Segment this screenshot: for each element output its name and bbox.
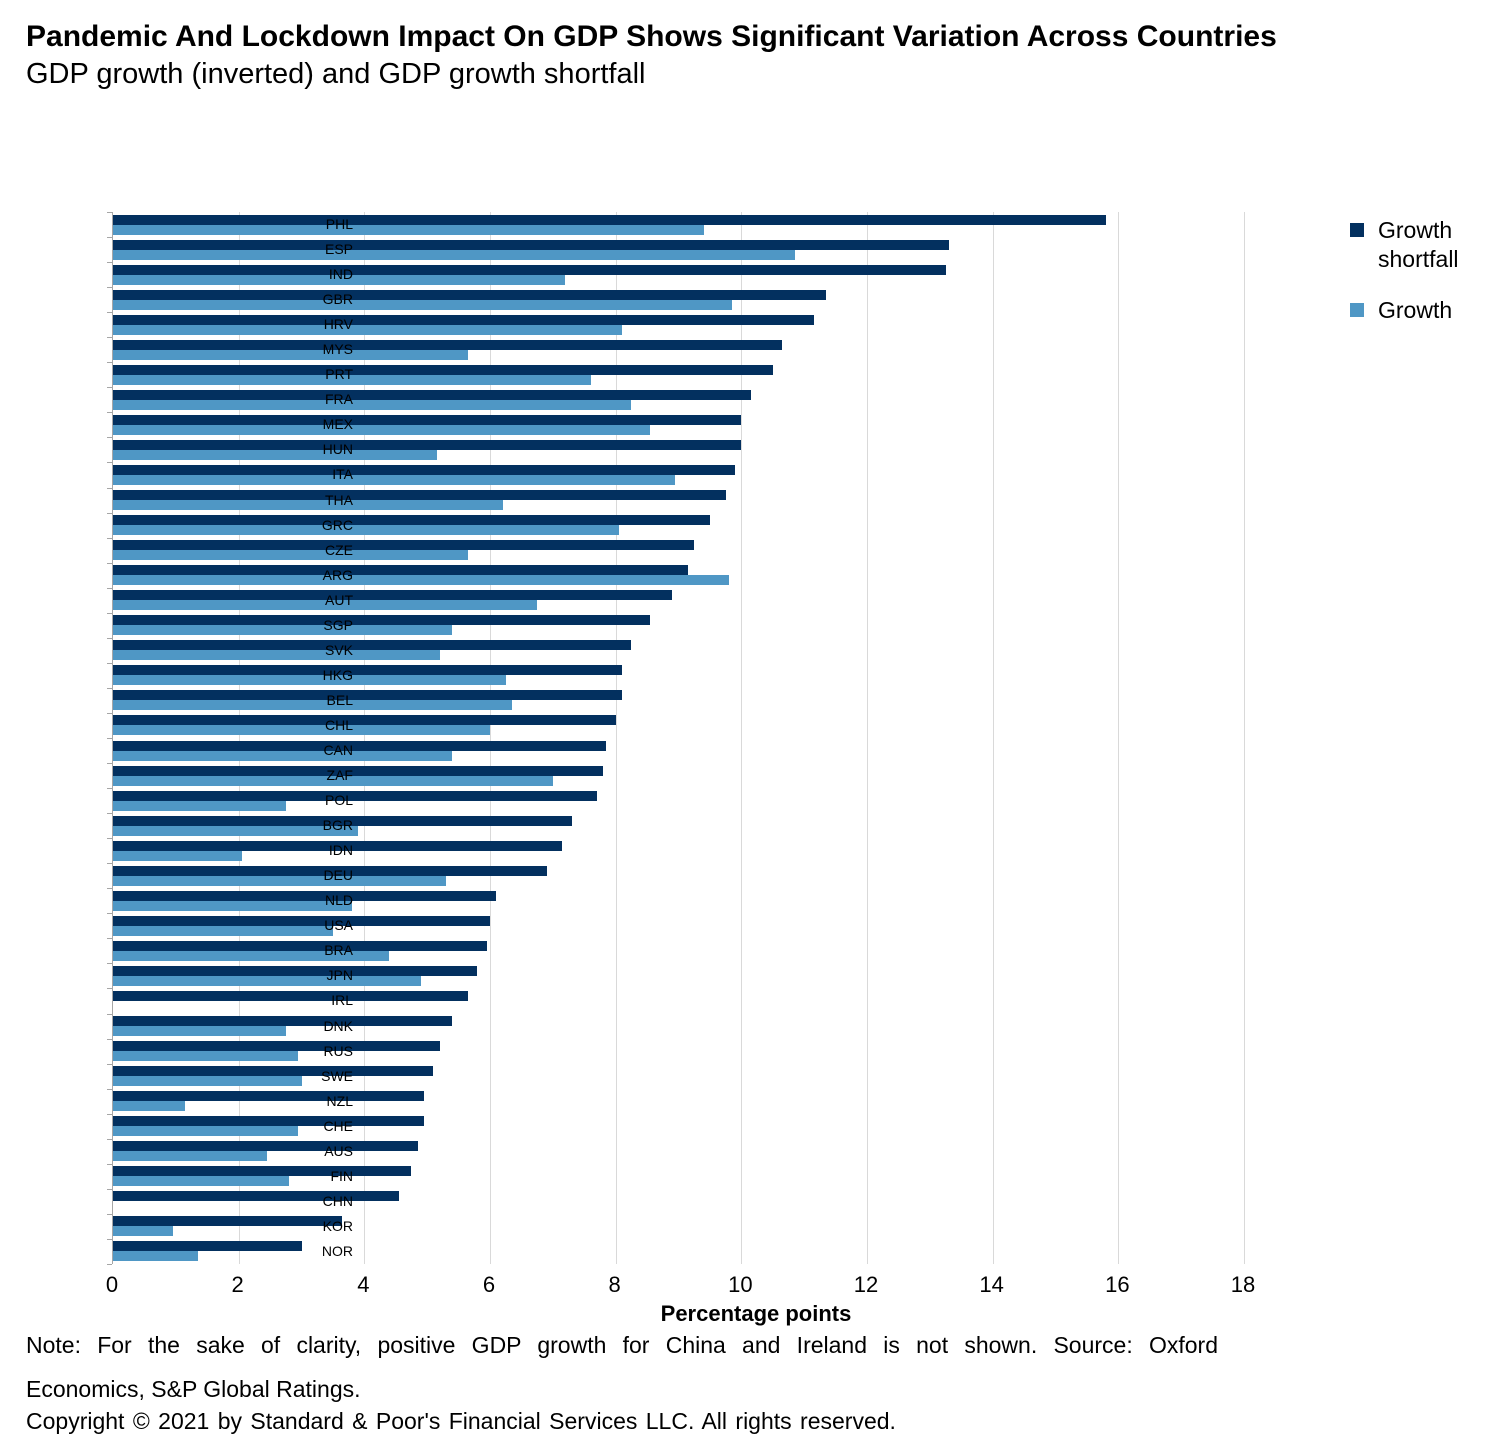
category-label-ZAF: ZAF (326, 767, 353, 784)
category-label-THA: THA (325, 491, 353, 508)
y-axis-tick (107, 713, 112, 714)
y-axis-tick (107, 563, 112, 564)
category-label-DEU: DEU (323, 867, 353, 884)
growth-bar-IDN (113, 851, 242, 861)
category-label-POL: POL (324, 792, 353, 809)
y-axis-tick (107, 588, 112, 589)
growth-shortfall-bar-CHL (113, 715, 616, 725)
gridline-x-18 (1244, 212, 1245, 1264)
x-tick-label-6: 6 (482, 1272, 496, 1297)
category-label-BEL: BEL (326, 691, 353, 708)
legend-label: Growth shortfall (1378, 217, 1459, 272)
x-axis-title: Percentage points (660, 1301, 852, 1326)
growth-shortfall-bar-PHL (113, 215, 1106, 225)
category-label-FIN: FIN (330, 1167, 353, 1184)
x-tick-label-0: 0 (105, 1272, 119, 1297)
y-axis-tick (107, 513, 112, 514)
growth-shortfall-bar-SVK (113, 640, 631, 650)
y-axis-tick (107, 412, 112, 413)
growth-shortfall-bar-SGP (113, 615, 650, 625)
y-axis-tick (107, 1264, 112, 1265)
growth-bar-POL (113, 801, 286, 811)
category-label-CAN: CAN (323, 742, 353, 758)
growth-shortfall-bar-AUT (113, 590, 672, 600)
category-label-CHN: CHN (322, 1192, 353, 1209)
category-label-ARG: ARG (322, 566, 353, 583)
x-tick-label-2: 2 (231, 1272, 244, 1297)
category-label-USA: USA (324, 917, 353, 934)
growth-bar-MEX (113, 425, 650, 435)
x-tick-label-4: 4 (357, 1272, 370, 1297)
growth-shortfall-bar-GRC (113, 515, 710, 525)
x-tick-label-16: 16 (1105, 1272, 1130, 1297)
y-axis-tick (107, 613, 112, 614)
y-axis-tick (107, 1189, 112, 1190)
category-label-PHL: PHL (325, 216, 353, 232)
category-label-BRA: BRA (324, 942, 353, 959)
growth-shortfall-bar-ARG (113, 565, 688, 575)
growth-bar-GRC (113, 525, 619, 535)
category-label-FRA: FRA (325, 391, 353, 408)
growth-bar-FRA (113, 400, 631, 410)
y-axis-tick (107, 387, 112, 388)
category-label-NZL: NZL (326, 1092, 353, 1109)
growth-shortfall-bar-THA (113, 490, 726, 500)
chart-title: Pandemic And Lockdown Impact On GDP Shows Significant Variation Across Countries (26, 20, 1277, 53)
y-axis-tick (107, 212, 112, 213)
y-axis-tick (107, 538, 112, 539)
category-label-HRV: HRV (323, 316, 353, 333)
y-axis-tick (107, 262, 112, 263)
legend-swatch-icon (1350, 223, 1364, 237)
category-label-GRC: GRC (321, 516, 353, 533)
category-label-JPN: JPN (326, 967, 353, 984)
growth-shortfall-bar-HRV (113, 315, 814, 325)
y-axis-tick (107, 838, 112, 839)
x-tick-label-12: 12 (853, 1272, 879, 1297)
y-axis-tick (107, 913, 112, 914)
growth-shortfall-bar-ESP (113, 240, 949, 250)
growth-shortfall-bar-HKG (113, 665, 622, 675)
category-label-RUS: RUS (323, 1042, 353, 1059)
growth-shortfall-bar-POL (113, 791, 597, 801)
y-axis-tick (107, 488, 112, 489)
y-axis-tick (107, 362, 112, 363)
category-label-IRL: IRL (331, 992, 353, 1009)
x-tick-label-14: 14 (979, 1272, 1004, 1297)
growth-bar-ESP (113, 250, 795, 260)
category-label-GBR: GBR (322, 291, 353, 308)
growth-shortfall-bar-CHN (113, 1191, 399, 1201)
y-axis-tick (107, 638, 112, 639)
growth-shortfall-bar-PRT (113, 365, 773, 375)
growth-shortfall-bar-CZE (113, 540, 694, 550)
growth-shortfall-bar-FRA (113, 390, 751, 400)
y-axis-tick (107, 1139, 112, 1140)
category-label-DNK: DNK (323, 1017, 353, 1034)
growth-shortfall-bar-HUN (113, 440, 741, 450)
x-tick-label-8: 8 (608, 1272, 621, 1297)
category-label-AUT: AUT (325, 591, 353, 608)
category-label-CHL: CHL (324, 716, 353, 733)
y-axis-tick (107, 763, 112, 764)
growth-bar-ITA (113, 475, 675, 485)
growth-bar-KOR (113, 1226, 173, 1236)
y-axis-tick (107, 688, 112, 689)
growth-shortfall-bar-CAN (113, 741, 606, 751)
category-label-IDN: IDN (328, 842, 353, 859)
growth-shortfall-bar-IND (113, 265, 946, 275)
legend-item-growth (1350, 296, 1480, 325)
y-axis-tick (107, 237, 112, 238)
category-label-SVK: SVK (324, 641, 353, 658)
category-label-HUN: HUN (322, 441, 353, 458)
legend-swatch-icon (1350, 303, 1364, 317)
growth-shortfall-bar-ZAF (113, 766, 603, 776)
growth-bar-NZL (113, 1101, 185, 1111)
category-label-MYS: MYS (322, 341, 353, 358)
note-line-2: Economics, S&P Global Ratings. (26, 1376, 361, 1402)
category-label-PRT: PRT (325, 366, 353, 383)
growth-shortfall-bar-BEL (113, 690, 622, 700)
category-label-SWE: SWE (321, 1067, 353, 1084)
growth-bar-DNK (113, 1026, 286, 1036)
category-label-IND: IND (328, 266, 353, 283)
y-axis-tick (107, 963, 112, 964)
growth-shortfall-bar-GBR (113, 290, 826, 300)
y-axis-tick (107, 437, 112, 438)
category-label-CHE: CHE (323, 1117, 353, 1134)
category-label-SGP: SGP (323, 616, 353, 633)
y-axis-tick (107, 1064, 112, 1065)
x-tick-label-10: 10 (728, 1272, 753, 1297)
category-label-NOR: NOR (321, 1242, 353, 1259)
growth-bar-AUS (113, 1151, 267, 1161)
y-axis-tick (107, 888, 112, 889)
category-label-HKG: HKG (322, 666, 353, 683)
legend-item-growth-shortfall (1350, 216, 1480, 274)
y-axis-tick (107, 863, 112, 864)
growth-bar-HRV (113, 325, 622, 335)
copyright-line: Copyright © 2021 by Standard & Poor's Financial Services LLC. All rights reserved. (26, 1408, 896, 1434)
note-line-1: Note: For the sake of clarity, positive GDP growth for China and Ireland is not shown. Source: Oxford (26, 1332, 1218, 1358)
category-label-AUS: AUS (324, 1142, 353, 1159)
growth-bar-ARG (113, 575, 729, 585)
category-label-BGR: BGR (322, 817, 353, 834)
y-axis-tick (107, 788, 112, 789)
category-label-ESP: ESP (324, 241, 353, 258)
category-label-ITA: ITA (332, 466, 353, 483)
growth-bar-NOR (113, 1251, 198, 1261)
y-axis-tick (107, 1014, 112, 1015)
category-label-KOR: KOR (322, 1217, 353, 1234)
y-axis-tick (107, 337, 112, 338)
category-label-NLD: NLD (324, 892, 353, 909)
growth-shortfall-bar-ITA (113, 465, 735, 475)
y-axis-tick (107, 663, 112, 664)
category-label-MEX: MEX (322, 416, 353, 433)
y-axis-tick (107, 1239, 112, 1240)
y-axis-tick (107, 813, 112, 814)
y-axis-tick (107, 738, 112, 739)
y-axis-tick (107, 1039, 112, 1040)
y-axis-tick (107, 312, 112, 313)
y-axis-tick (107, 988, 112, 989)
legend (1350, 216, 1480, 347)
growth-bar-GBR (113, 300, 732, 310)
y-axis-tick (107, 287, 112, 288)
y-axis-tick (107, 938, 112, 939)
y-axis-tick (107, 462, 112, 463)
y-axis-tick (107, 1089, 112, 1090)
category-label-CZE: CZE (325, 541, 353, 558)
growth-bar-PHL (113, 225, 704, 235)
y-axis-tick (107, 1164, 112, 1165)
legend-label: Growth (1378, 297, 1453, 323)
growth-shortfall-bar-MEX (113, 415, 741, 425)
x-tick-label-18: 18 (1230, 1272, 1256, 1297)
chart-subtitle: GDP growth (inverted) and GDP growth shortfall (26, 58, 646, 90)
y-axis-tick (107, 1214, 112, 1215)
y-axis-tick (107, 1114, 112, 1115)
growth-shortfall-bar-MYS (113, 340, 782, 350)
